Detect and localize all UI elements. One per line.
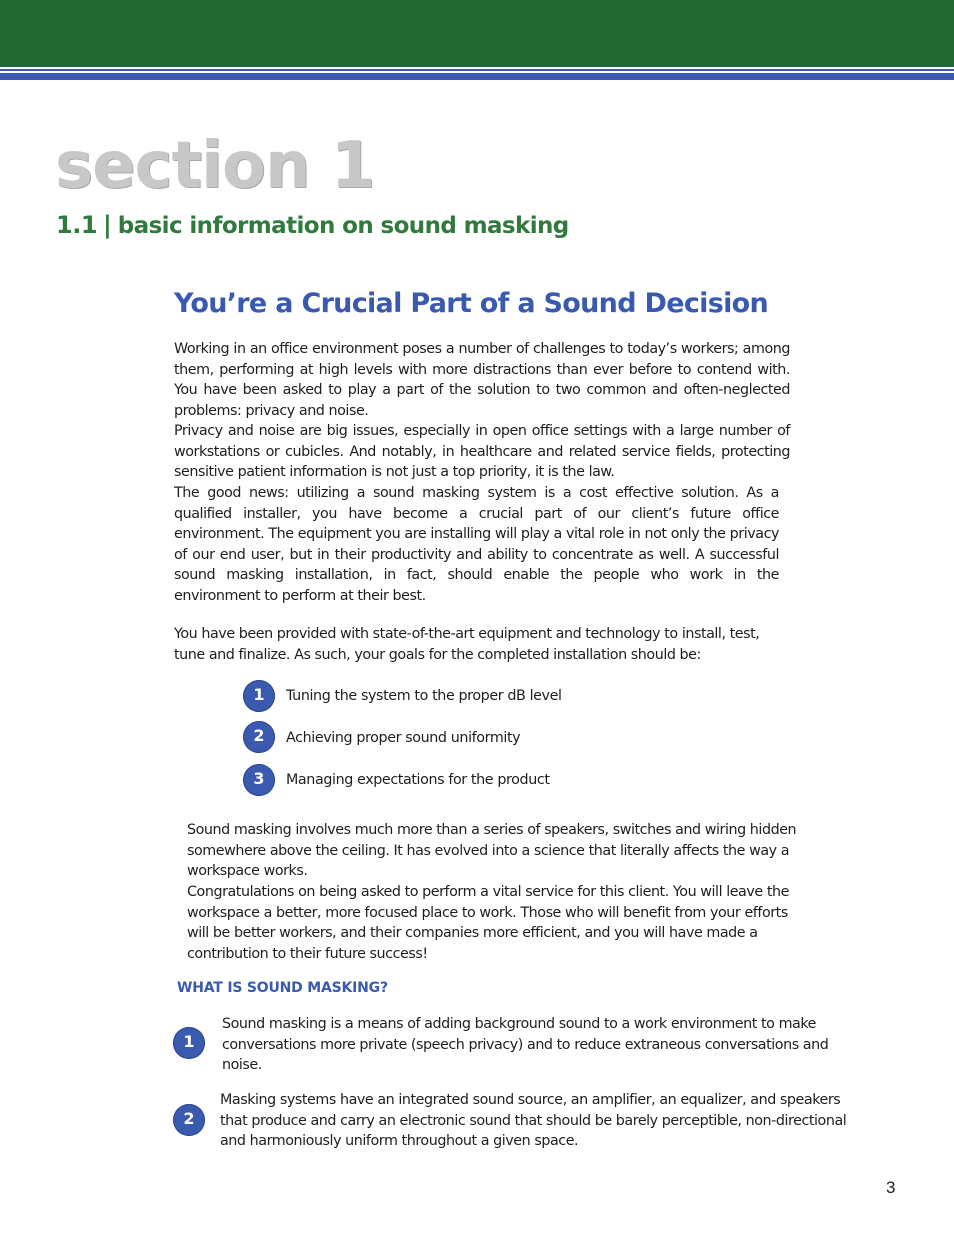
header-stripe-thin — [0, 69, 954, 71]
header-band — [0, 0, 954, 67]
what-is-number-badge-1: 1 — [173, 1027, 205, 1059]
goal-text-1: Tuning the system to the proper dB level — [286, 688, 562, 704]
subsection-heading — [56, 208, 569, 243]
goal-text-3: Managing expectations for the product — [286, 772, 550, 788]
goal-text-2: Achieving proper sound uniformity — [286, 730, 521, 746]
intro-paragraph-3: The good news: utilizing a sound masking system is a cost effective solution. As a qualified installer, you have become a crucial part of our client’s future office environment. The equipment you are installing will play a vital role in not only the privacy of our end user, but in their productivity and ability to concentrate as well. A successful sound masking installation, in fact, should enable the people who work in the environment to perform at their best. — [174, 485, 779, 604]
what-is-item-text-1: Sound masking is a means of adding background sound to a work environment to make conversations more private (speech privacy) and to reduce extraneous conversations and noise. — [222, 1016, 829, 1074]
closing-paragraph-2: Congratulations on being asked to perform a vital service for this client. You will leave the workspace a better, more focused place to work. Those who will benefit from your efforts will be better workers, and their companies more efficient, and you will have made a contribution to their future success! — [187, 884, 789, 962]
subsection-number: 1.1 — [56, 211, 98, 239]
section-title: section 1 — [55, 129, 375, 203]
what-is-number-badge-2: 2 — [173, 1104, 205, 1136]
intro-paragraph-2: Privacy and noise are big issues, especially in open office settings with a large number of workstations or cubicles. And notably, in healthcare and related service fields, protecting sensitive patient information is not just a top priority, it is the law. — [174, 423, 790, 481]
goal-number-badge-1: 1 — [243, 680, 275, 712]
subsection-title: basic information on sound masking — [117, 213, 569, 239]
intro-paragraph-1: Working in an office environment poses a number of challenges to today’s workers; among them, performing at high levels with more distractions than ever before to contend with. You have been asked to play a part of the solution to two common and often-neglected problems: privacy and noise. — [174, 341, 790, 419]
header-stripe-thick — [0, 73, 954, 80]
goal-number-badge-2: 2 — [243, 721, 275, 753]
what-is-item-text-2: Masking systems have an integrated sound source, an amplifier, an equalizer, and speakers that produce and carry an electronic sound that should be barely perceptible, non-directional and harmoniously uniform throughout a given space. — [220, 1092, 847, 1150]
headline: You’re a Crucial Part of a Sound Decision — [174, 288, 769, 319]
goals-intro: You have been provided with state-of-the-art equipment and technology to install, test, tune and finalize. As such, your goals for the completed installation should be: — [174, 626, 760, 663]
closing-paragraph-1: Sound masking involves much more than a series of speakers, switches and wiring hidden somewhere above the ceiling. It has evolved into a science that literally affects the way a workspace works. — [187, 822, 797, 880]
goal-number-badge-3: 3 — [243, 764, 275, 796]
subsection-separator: | — [103, 211, 112, 239]
page-number: 3 — [886, 1178, 896, 1197]
what-is-heading: WHAT IS SOUND MASKING? — [177, 980, 388, 996]
